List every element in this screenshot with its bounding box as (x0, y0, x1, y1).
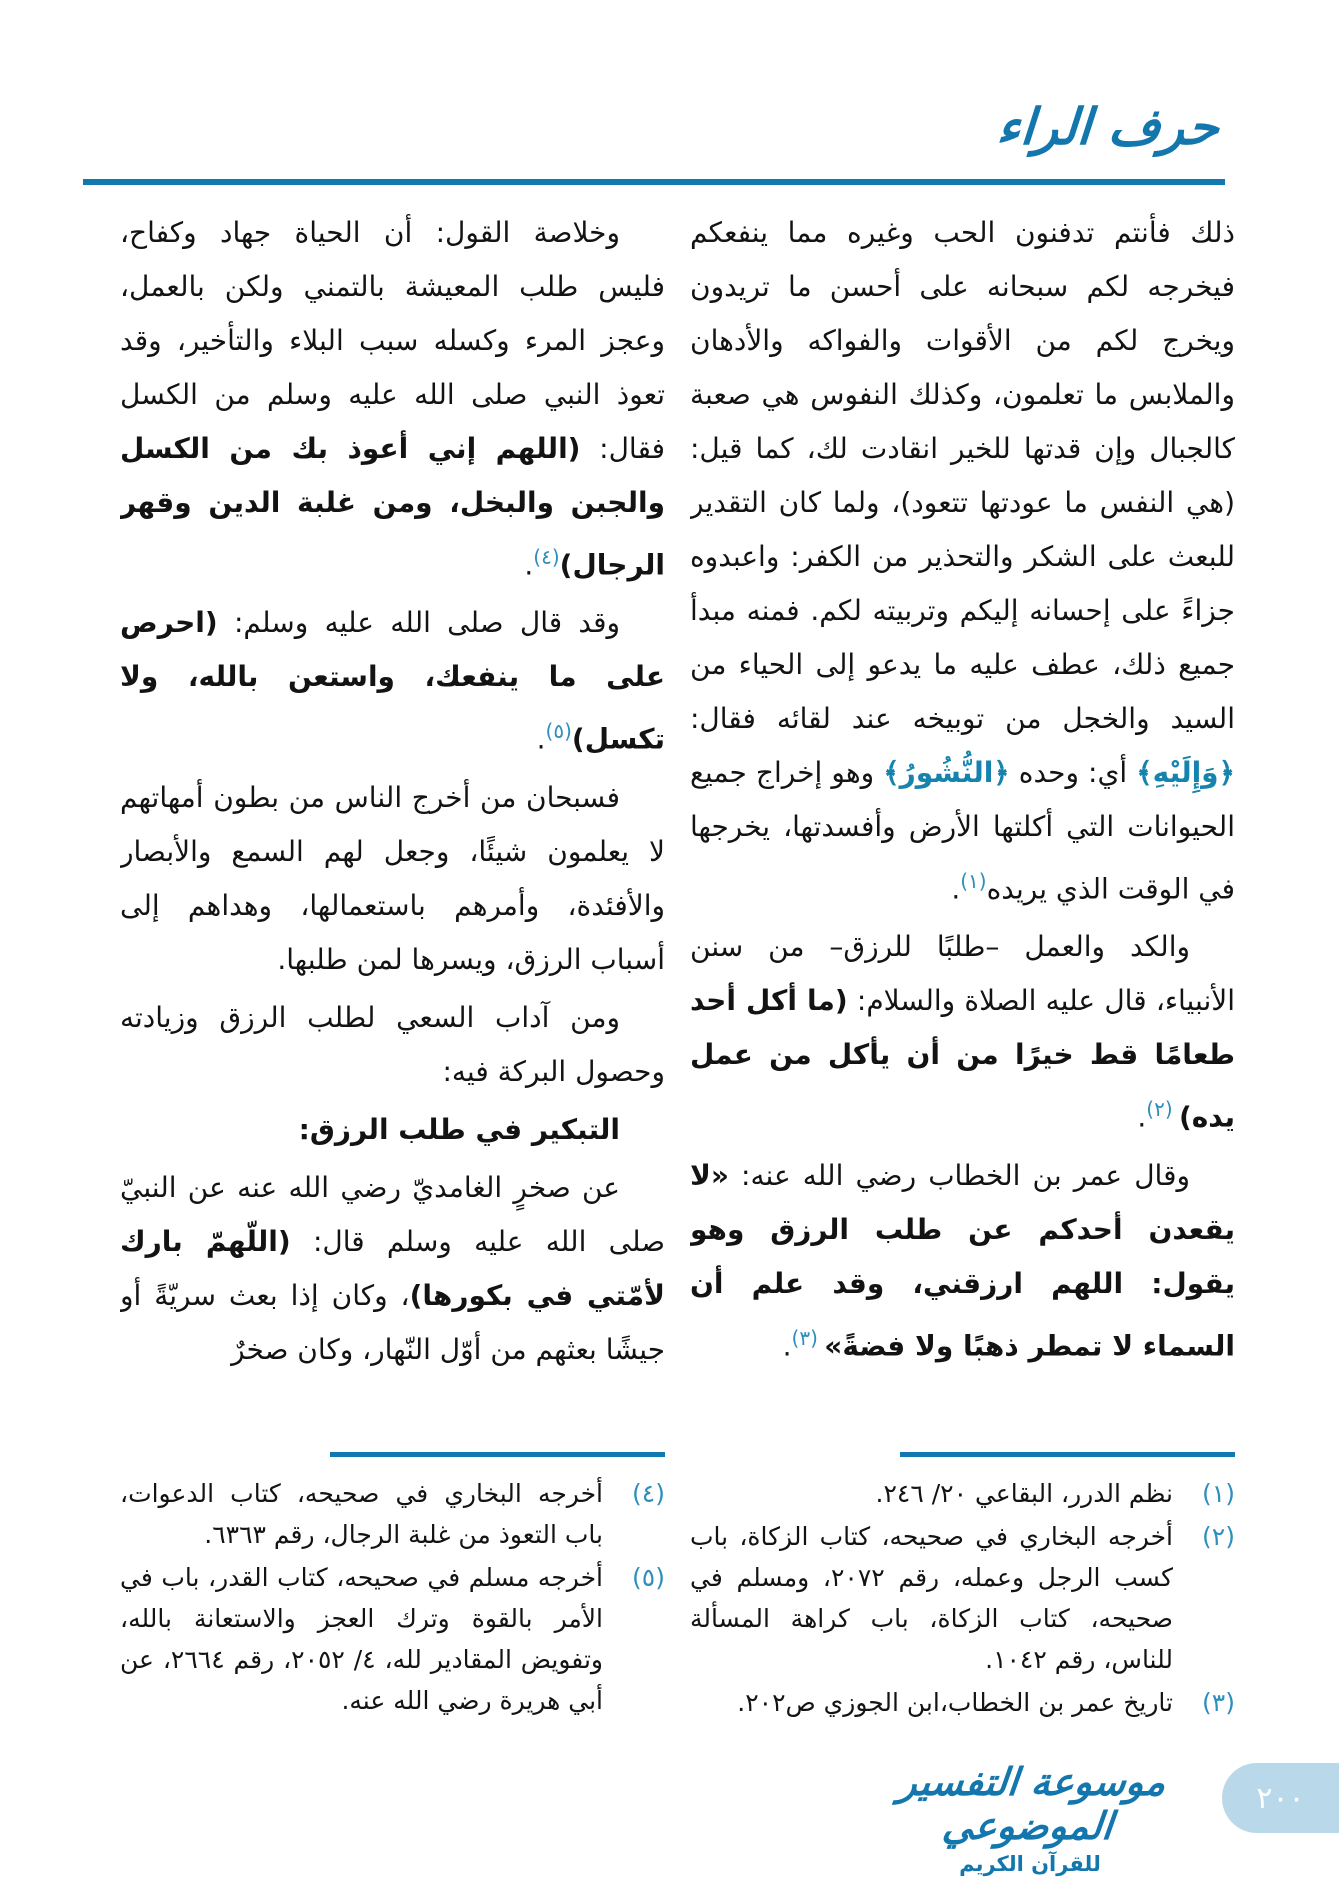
footnote-text: أخرجه البخاري في صحيحه، كتاب الزكاة، باب كسب الرجل وعمله، رقم ٢٠٧٢، ومسلم في صحيحه، كتاب الزكاة، باب كراهة المسألة للناس، رقم ١٠٤٢. (690, 1522, 1173, 1674)
footnote-row (120, 1557, 665, 1721)
footnote-ref: (٢) (1146, 1097, 1179, 1122)
publisher-logo-subtitle: للقرآن الكريم (959, 1852, 1101, 1876)
quran-quote: ﴿النُّشُورُ﴾ (883, 756, 1010, 789)
footnote-row (690, 1516, 1235, 1680)
body-text: . (951, 872, 961, 906)
body-text: وخلاصة القول: أن الحياة جهاد وكفاح، فليس طلب المعيشة بالتمني ولكن بالعمل، وعجز المرء وكسله سبب البلاء والتأخير، وقد تعوذ النبي صلى الله عليه وسلم من الكسل فقال: (120, 216, 665, 465)
body-text: . (1137, 1100, 1147, 1134)
footnote-number: (٢) (1202, 1522, 1235, 1551)
paragraph (690, 920, 1235, 1144)
body-text: وهو إخراج جميع الحيوانات التي أكلتها الأرض وأفسدتها، يخرجها في الوقت الذي يريده (690, 756, 1235, 906)
footnote-number: (٣) (1202, 1688, 1235, 1717)
page-number: ٢٠٠ (1256, 1780, 1305, 1816)
body-text: وقد قال صلى الله عليه وسلم: (217, 606, 620, 640)
paragraph (120, 1161, 665, 1377)
text-column-left (120, 206, 665, 1452)
footnote-row (690, 1473, 1235, 1514)
footnotes-left (120, 1452, 665, 1723)
body-text: . (524, 548, 534, 582)
paragraph (120, 991, 665, 1099)
body-text: . (782, 1328, 792, 1362)
footnote-divider-line (330, 1452, 665, 1457)
publisher-logo-title: موسوعة التفسير الموضوعي (896, 1760, 1169, 1848)
footnotes-right (690, 1452, 1235, 1725)
body-text: فسبحان من أخرج الناس من بطون أمهاتهم لا يعلمون شيئًا، وجعل لهم السمع والأبصار والأفئدة، وأمرهم باستعمالها، وهداهم إلى أسباب الرزق، ويسرها لمن طلبها. (120, 780, 665, 976)
text-column-right (690, 206, 1235, 1452)
body-text: والكد والعمل –طلبًا للرزق– من سنن الأنبياء، قال عليه الصلاة والسلام: (690, 930, 1235, 1018)
hadith-quote: (اللّهمّ بارك لأمّتي في بكورها) (120, 1224, 665, 1312)
paragraph (120, 596, 665, 766)
publisher-logo (848, 1760, 1212, 1876)
footnote-text: أخرجه مسلم في صحيحه، كتاب القدر، باب في الأمر بالقوة وترك العجز والاستعانة بالله، وتفويض المقادير لله، ٤/ ٢٠٥٢، رقم ٢٦٦٤، عن أبي هريرة رضي الله عنه. (120, 1563, 603, 1715)
hadith-quote: (ما أكل أحد طعامًا قط خيرًا من أن يأكل من عمل يده) (690, 984, 1235, 1134)
footnote-text: تاريخ عمر بن الخطاب،ابن الجوزي ص٢٠٢. (737, 1688, 1173, 1717)
paragraph (120, 771, 665, 987)
footnote-ref: (٤) (533, 545, 560, 569)
body-text: . (536, 722, 546, 756)
quran-quote: ﴿وَإِلَيْهِ﴾ (1136, 756, 1235, 789)
footnote-text: أخرجه البخاري في صحيحه، كتاب الدعوات، باب التعوذ من غلبة الرجال، رقم ٦٣٦٣. (120, 1479, 603, 1549)
body-text: ومن آداب السعي لطلب الرزق وزيادته وحصول البركة فيه: (120, 1000, 665, 1088)
paragraph (690, 206, 1235, 916)
footnote-divider-line (900, 1452, 1235, 1457)
paragraph (120, 206, 665, 592)
hadith-quote: التبكير في طلب الرزق: (298, 1112, 620, 1146)
footnote-number: (١) (1202, 1479, 1235, 1508)
footnote-ref: (٣) (791, 1325, 825, 1350)
footnote-ref: (٥) (545, 719, 572, 744)
body-text: وقال عمر بن الخطاب رضي الله عنه: (728, 1158, 1190, 1192)
page-number-tab (1222, 1763, 1339, 1833)
footnote-text: نظم الدرر، البقاعي ٢٠/ ٢٤٦. (875, 1479, 1173, 1508)
footnote-row (120, 1473, 665, 1555)
header-divider-line (83, 179, 1225, 185)
hadith-quote: (احرص على ما ينفعك، واستعن بالله، ولا تكسل) (120, 606, 665, 756)
body-text: ، وكان إذا بعث سريّةً أو جيشًا بعثهم من أوّل النّهار، وكان صخرٌ (120, 1278, 665, 1366)
paragraph (120, 1103, 665, 1157)
body-text: ذلك فأنتم تدفنون الحب وغيره مما ينفعكم فيخرجه لكم سبحانه على أحسن ما تريدون ويخرج لكم من الأقوات والفواكه والأدهان والملابس ما تعلمون، وكذلك النفوس هي صعبة كالجبال وإن قدتها للخير انقادت لك، كما قيل: (هي النفس ما عودتها تتعود)، ولما كان التقدير للبعث على الشكر والتحذير من الكفر: واعبدوه جزاءً على إحسانه إليكم وتربيته لكم. فمنه مبدأ جميع ذلك، عطف عليه ما يدعو إلى الحياء من السيد والخجل من توبيخه عند لقائه فقال: (690, 216, 1235, 735)
paragraph (690, 1149, 1235, 1373)
hadith-quote: «لا يقعدن أحدكم عن طلب الرزق وهو يقول: اللهم ارزقني، وقد علم أن السماء لا تمطر ذهبًا ولا فضةً» (690, 1158, 1235, 1362)
body-text: عن صخرٍ الغامديّ رضي الله عنه عن النبيّ صلى الله عليه وسلم قال: (120, 1170, 665, 1258)
body-text: أي: وحده (1009, 756, 1137, 789)
footnote-row (690, 1682, 1235, 1723)
footnote-number: (٥) (632, 1563, 665, 1592)
footnote-ref: (١) (960, 869, 987, 893)
footnote-number: (٤) (632, 1479, 665, 1508)
chapter-header: حرف الراء (995, 98, 1222, 156)
hadith-quote: (اللهم إني أعوذ بك من الكسل والجبن والبخل، ومن غلبة الدين وقهر الرجال) (120, 432, 665, 582)
